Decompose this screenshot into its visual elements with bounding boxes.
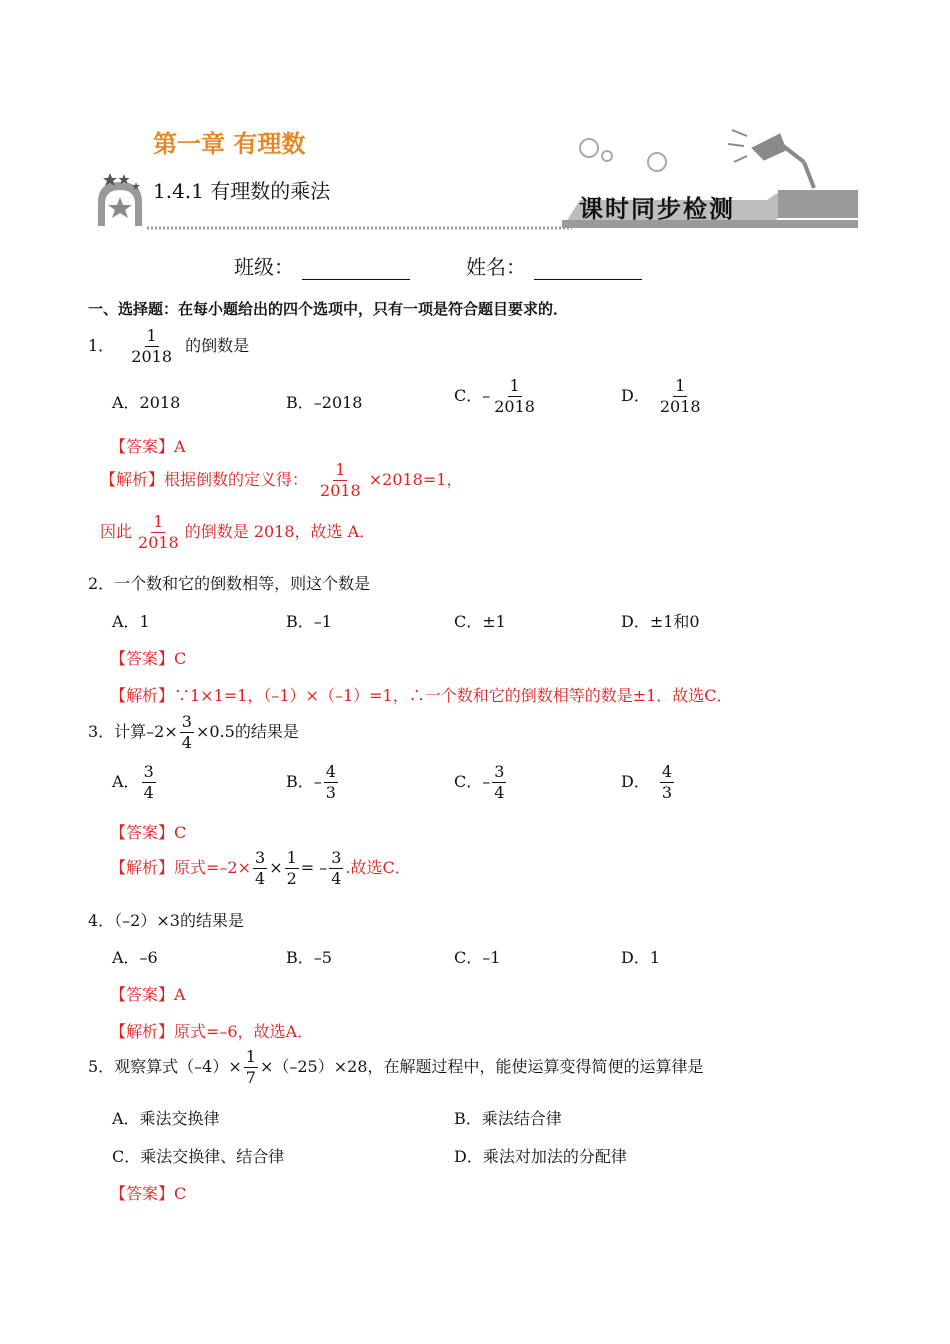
desk-lamp-icon xyxy=(728,130,814,188)
question-1 xyxy=(88,328,249,365)
q3-option-b[interactable]: B．– $\frac{4}{3}$ xyxy=(286,762,336,802)
q1-option-d[interactable]: D． $\frac{1}{2018}$ xyxy=(621,376,701,416)
question-3: 3．计算–2× $\frac{3}{4}$ ×0.5的结果是 xyxy=(88,712,299,752)
name-blank[interactable] xyxy=(534,259,642,280)
class-blank[interactable] xyxy=(302,259,410,280)
class-label: 班级： xyxy=(234,255,294,279)
q5-option-a[interactable]: A．乘法交换律 xyxy=(112,1109,220,1128)
q5-answer: 【答案】C xyxy=(110,1184,187,1203)
q1-text: 的倒数是 xyxy=(185,336,250,355)
star-badge-icon xyxy=(98,173,142,226)
bubble-icon xyxy=(580,139,598,157)
q3-option-c[interactable]: C．– $\frac{3}{4}$ xyxy=(454,762,505,802)
question-2: 2．一个数和它的倒数相等，则这个数是 xyxy=(88,574,371,593)
q4-option-d[interactable]: D．1 xyxy=(621,948,661,967)
q1-explanation: 【解析】根据倒数的定义得： $\frac{1}{2018}$ ×2018=1， xyxy=(100,460,463,500)
q4-option-b[interactable]: B．–5 xyxy=(286,948,332,967)
q1-option-c[interactable]: C．– $\frac{1}{2018}$ xyxy=(454,376,535,416)
band-label: 课时同步检测 xyxy=(579,194,735,223)
section-intro: 一、选择题：在每小题给出的四个选项中，只有一项是符合题目要求的． xyxy=(88,300,569,318)
name-label: 姓名： xyxy=(466,255,526,279)
q3-option-a[interactable]: A． $\frac{3}{4}$ xyxy=(112,762,154,802)
q3-explanation: 【解析】原式=–2× $\frac{3}{4}$ × $\frac{1}{2}$ = – $\frac{3}{4}$ .故选C． xyxy=(110,848,411,888)
q1-number: 1． xyxy=(88,336,115,355)
q5-option-c[interactable]: C．乘法交换律、结合律 xyxy=(112,1147,285,1166)
class-field[interactable] xyxy=(234,251,410,280)
question-4: 4．（–2）×3的结果是 xyxy=(88,911,244,930)
q2-explanation: 【解析】∵1×1=1，（–1）×（–1）=1，∴一个数和它的倒数相等的数是±1．故选C． xyxy=(110,686,733,705)
section-title: 1.4.1 有理数的乘法 xyxy=(153,179,331,203)
q1-option-b[interactable]: B．–2018 xyxy=(286,393,363,412)
q2-option-d[interactable]: D．±1和0 xyxy=(621,612,700,631)
q1-fraction: $\frac{1}{2018}$ xyxy=(131,326,172,366)
q5-option-d[interactable]: D．乘法对加法的分配律 xyxy=(454,1147,627,1166)
q4-explanation: 【解析】原式=–6，故选A． xyxy=(110,1022,314,1041)
q2-option-c[interactable]: C．±1 xyxy=(454,612,506,631)
q3-option-d[interactable]: D． $\frac{4}{3}$ xyxy=(621,762,673,802)
q5-option-b[interactable]: B．乘法结合律 xyxy=(454,1109,562,1128)
q2-answer: 【答案】C xyxy=(110,649,187,668)
q3-answer: 【答案】C xyxy=(110,823,187,842)
q4-option-c[interactable]: C．–1 xyxy=(454,948,501,967)
question-5: 5．观察算式（–4）× $\frac{1}{7}$ ×（–25）×28，在解题过程中，能使运算变得简便的运算律是 xyxy=(88,1047,704,1087)
chapter-title: 第一章 有理数 xyxy=(153,130,306,158)
name-field[interactable] xyxy=(466,251,642,280)
q2-option-a[interactable]: A．1 xyxy=(112,612,150,631)
q2-option-b[interactable]: B．–1 xyxy=(286,612,332,631)
q4-answer: 【答案】A xyxy=(110,985,186,1004)
q4-option-a[interactable]: A．–6 xyxy=(112,948,158,967)
q1-option-a[interactable]: A．2018 xyxy=(112,393,181,412)
q1-explanation-2: 因此 $\frac{1}{2018}$ 的倒数是 2018，故选 A． xyxy=(100,512,376,552)
q1-answer: 【答案】A xyxy=(110,437,186,456)
